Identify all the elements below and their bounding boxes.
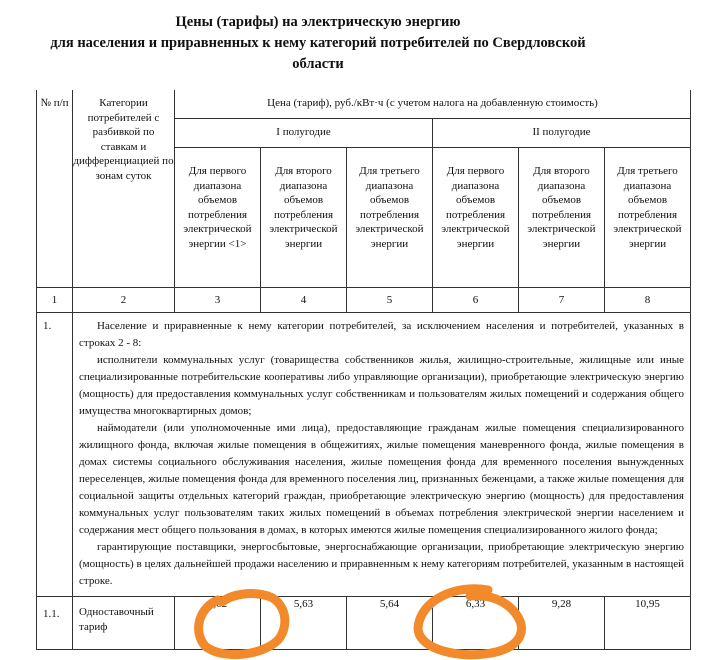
price-half2-range1: 6,33 bbox=[433, 597, 519, 650]
header-sub-3: Для третьего диапазона объемов потребления электрической энергии bbox=[347, 148, 433, 288]
header-half-2: II полугодие bbox=[433, 119, 691, 148]
tariff-table bbox=[36, 90, 691, 650]
price-half2-range2: 9,28 bbox=[519, 597, 605, 650]
header-sub-1: Для первого диапазона объемов потребления электрической энергии <1> bbox=[175, 148, 261, 288]
header-col-category: Категории потребителей с разбивкой по ставкам и дифференциацией по зонам суток bbox=[73, 90, 175, 288]
section-1-paragraph: исполнители коммунальных услуг (товарищества собственников жилья, жилищно-строительные, жилищные или иные специализированные потребительские кооперативы либо управляющие организации), приобретающие электрическую энергию (мощность) для предоставления коммунальных услуг собственникам и пользователям жилых помещений и содержания общего имущества многоквартирных домов; bbox=[79, 354, 684, 417]
column-number: 6 bbox=[433, 288, 519, 313]
section-1-paragraph: гарантирующие поставщики, энергосбытовые, энергоснабжающие организации, приобретающие электрическую энергию (мощность) в целях дальнейшей продажи населению и приравненным к нему категориям потребителей, указанным в настоящей строке. bbox=[79, 541, 684, 587]
row-1-1-category: Одноставочный тариф bbox=[73, 597, 175, 650]
price-half1-range1: 5,62 bbox=[175, 597, 261, 650]
title-line-3: области bbox=[292, 56, 344, 72]
table-row bbox=[37, 597, 691, 650]
section-1-paragraph: наймодатели (или уполномоченные ими лица), предоставляющие гражданам жилые помещения специализированного жилищного фонда, включая жилые помещения в общежитиях, жилые помещения маневренного фонда, жилые помещения в домах системы социального обслуживания населения, жилые помещения фонда для временного поселения вынужденных переселенцев, жилые помещения фонда для временного поселения лиц, признанных беженцами, а также жилые помещения для социальной защиты отдельных категорий граждан, приобретающие электрическую энергию (мощность) для предоставления коммунальных услуг пользователям таких жилых помещений в объемах потребления электрической энергии населением и содержания мест общего пользования в домах, в которых имеются жилые помещения специализированного жилого фонда; bbox=[79, 422, 684, 536]
section-1-number: 1. bbox=[37, 313, 73, 597]
column-number: 3 bbox=[175, 288, 261, 313]
column-number: 1 bbox=[37, 288, 73, 313]
section-1-description bbox=[73, 313, 691, 597]
document-title bbox=[0, 12, 636, 75]
header-sub-2: Для второго диапазона объемов потребления электрической энергии bbox=[261, 148, 347, 288]
header-col-no: № п/п bbox=[37, 90, 73, 288]
column-number: 4 bbox=[261, 288, 347, 313]
header-price: Цена (тариф), руб./кВт·ч (с учетом налога на добавленную стоимость) bbox=[175, 90, 691, 119]
row-1-1-number: 1.1. bbox=[37, 597, 73, 650]
column-number: 2 bbox=[73, 288, 175, 313]
header-sub-6: Для третьего диапазона объемов потребления электрической энергии bbox=[605, 148, 691, 288]
price-half2-range3: 10,95 bbox=[605, 597, 691, 650]
title-line-1: Цены (тарифы) на электрическую энергию bbox=[175, 14, 461, 30]
header-sub-4: Для первого диапазона объемов потребления электрической энергии bbox=[433, 148, 519, 288]
section-1-paragraph: Население и приравненные к нему категории потребителей, за исключением населения и потребителей, указанных в строках 2 - 8: bbox=[79, 320, 684, 349]
title-line-2: для населения и приравненных к нему категорий потребителей по Свердловской bbox=[50, 35, 586, 51]
header-sub-5: Для второго диапазона объемов потребления электрической энергии bbox=[519, 148, 605, 288]
column-number: 7 bbox=[519, 288, 605, 313]
price-half1-range2: 5,63 bbox=[261, 597, 347, 650]
price-half1-range3: 5,64 bbox=[347, 597, 433, 650]
header-half-1: I полугодие bbox=[175, 119, 433, 148]
column-number: 8 bbox=[605, 288, 691, 313]
column-number: 5 bbox=[347, 288, 433, 313]
